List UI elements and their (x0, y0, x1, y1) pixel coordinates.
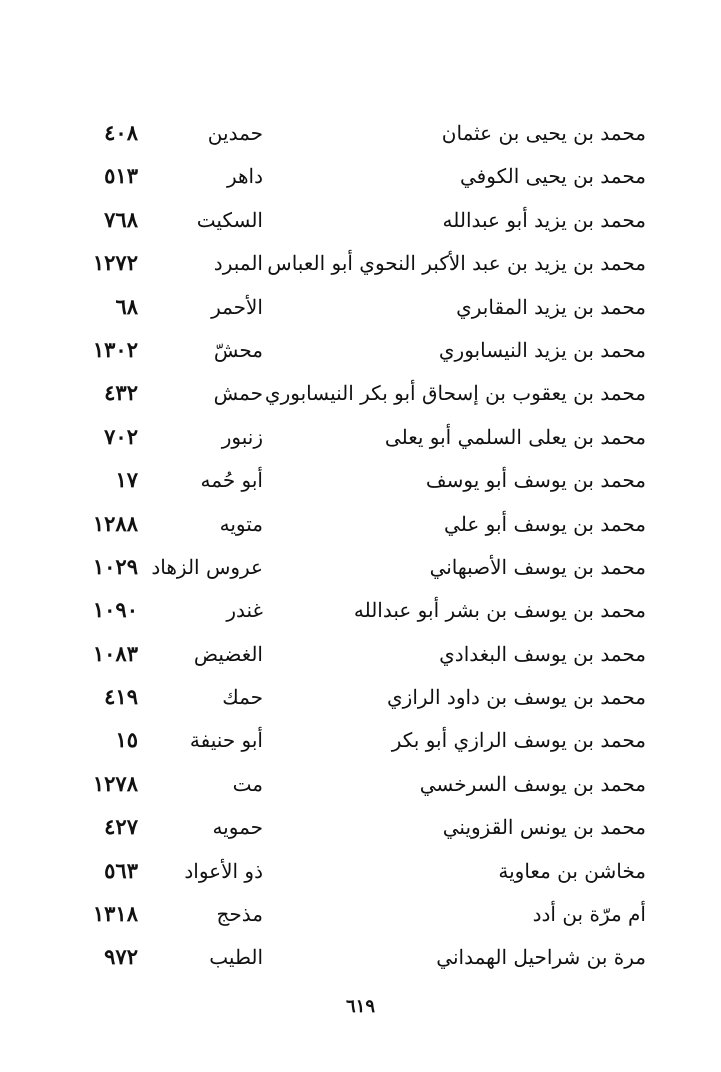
entry-number: ٥١٣ (104, 163, 138, 189)
entry-number: ١٢٨٨ (92, 510, 138, 536)
entry-name: محمد بن يوسف بن بشر أبو عبدالله (353, 598, 646, 623)
entry-name: محمد بن يوسف أبو علي (444, 511, 646, 536)
entry-number: ٥٦٣ (104, 857, 138, 883)
entry-number: ١٣١٨ (92, 901, 138, 927)
index-list (60, 112, 660, 980)
entry-name: محمد بن يحيى بن عثمان (441, 121, 646, 145)
entry-number: ٦٨ (115, 293, 138, 319)
entry-name: محمد بن يوسف أبو يوسف (425, 468, 646, 493)
entry-nickname: الغضيض (193, 641, 263, 666)
entry-nickname: الأحمر (211, 294, 263, 319)
index-entry (60, 893, 660, 936)
entry-name: محمد بن يعقوب بن إسحاق أبو بكر النيسابوري (264, 381, 646, 406)
entry-nickname: حمدين (207, 121, 263, 145)
index-entry (60, 763, 660, 806)
entry-name: محمد بن يزيد النيسابوري (438, 337, 646, 362)
entry-nickname: السكيت (196, 207, 263, 232)
entry-name: محمد بن يونس القزويني (442, 815, 646, 840)
page-number: ٦١٩ (345, 996, 375, 1017)
index-entry (60, 155, 660, 198)
entry-nickname: غندر (226, 598, 263, 623)
index-entry (60, 633, 660, 676)
entry-nickname: أبو حنيفة (189, 728, 263, 753)
entry-nickname: متويه (219, 511, 263, 536)
entry-nickname: عروس الزهاد (151, 554, 263, 579)
index-entry (60, 199, 660, 242)
entry-name: محمد بن يوسف الأصبهاني (429, 554, 646, 579)
entry-number: ١٠٢٩ (92, 553, 138, 579)
entry-name: أم مرّة بن أدد (532, 902, 646, 927)
entry-number: ١٠٨٣ (92, 640, 138, 666)
entry-number: ١٥ (115, 727, 138, 753)
entry-nickname: زنبور (221, 424, 263, 449)
entry-name: مرة بن شراحيل الهمداني (436, 945, 646, 970)
entry-number: ٤٣٢ (104, 380, 138, 406)
entry-number: ١٧ (115, 467, 138, 493)
entry-number: ١٣٠٢ (92, 336, 138, 362)
entry-name: محمد بن يزيد أبو عبدالله (442, 207, 646, 232)
entry-nickname: المبرد (213, 251, 263, 276)
entry-nickname: ذو الأعواد (184, 858, 263, 883)
index-entry (60, 503, 660, 546)
entry-number: ٧٦٨ (104, 206, 138, 232)
entry-number: ١٢٧٨ (92, 770, 138, 796)
index-entry (60, 372, 660, 415)
entry-number: ٤٢٧ (104, 814, 138, 840)
entry-name: محمد بن يزيد بن عبد الأكبر النحوي أبو العباس (267, 251, 646, 276)
index-entry (60, 589, 660, 632)
entry-name: محمد بن يوسف الرازي أبو بكر (391, 728, 646, 753)
entry-number: ٩٧٢ (104, 944, 138, 970)
entry-nickname: مذحج (216, 902, 263, 927)
index-entry (60, 719, 660, 762)
entry-name: محمد بن يوسف بن داود الرازي (387, 685, 646, 710)
entry-nickname: حمويه (212, 815, 263, 840)
entry-number: ٤١٩ (104, 684, 138, 710)
entry-number: ٧٠٢ (104, 423, 138, 449)
index-entry (60, 850, 660, 893)
index-entry (60, 286, 660, 329)
index-entry (60, 546, 660, 589)
entry-nickname: الطيب (209, 945, 263, 970)
entry-nickname: حمش (213, 381, 263, 406)
index-entry (60, 416, 660, 459)
entry-nickname: مت (232, 771, 263, 796)
entry-name: محمد بن يوسف السرخسي (419, 771, 646, 796)
index-entry (60, 329, 660, 372)
entry-name: محمد بن يزيد المقابري (456, 294, 646, 319)
index-entry (60, 459, 660, 502)
entry-nickname: داهر (226, 164, 263, 189)
entry-name: محمد بن يوسف البغدادي (439, 641, 646, 666)
entry-name: محمد بن يعلى السلمي أبو يعلى (384, 424, 646, 449)
index-entry (60, 112, 660, 155)
entry-name: محمد بن يحيى الكوفي (460, 164, 646, 189)
entry-nickname: محشّ (213, 337, 263, 362)
index-entry (60, 936, 660, 979)
entry-nickname: حمك (222, 685, 263, 710)
entry-number: ١٢٧٢ (92, 250, 138, 276)
index-entry (60, 242, 660, 285)
entry-number: ٤٠٨ (104, 120, 138, 145)
entry-number: ١٠٩٠ (92, 597, 138, 623)
entry-name: مخاشن بن معاوية (498, 858, 646, 883)
index-entry (60, 676, 660, 719)
entry-nickname: أبو حُمه (200, 468, 263, 493)
index-entry (60, 806, 660, 849)
